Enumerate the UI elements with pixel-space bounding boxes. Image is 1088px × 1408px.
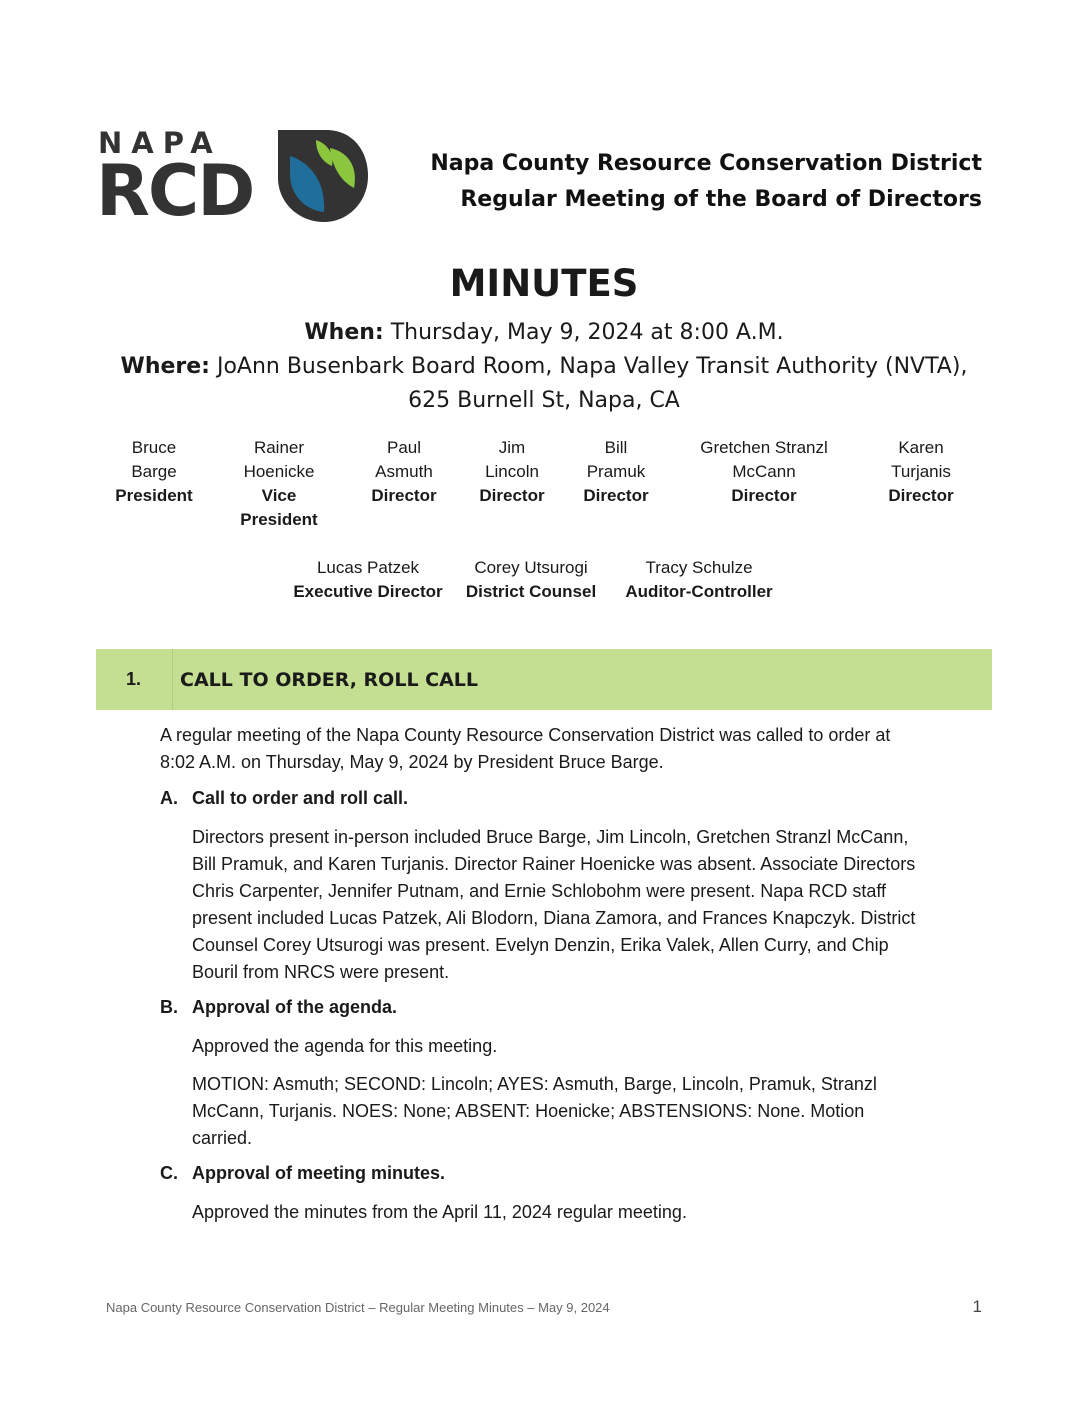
section-header (96, 649, 992, 710)
roll-call-paragraph (192, 824, 992, 986)
board-member (462, 436, 562, 508)
member-first-name: Paul (386, 438, 422, 457)
staff-role: District Counsel (465, 582, 597, 601)
text-line: carried. (192, 1128, 253, 1148)
staff-name: Tracy Schulze (645, 558, 753, 577)
text-line: present included Lucas Patzek, Ali Blodorn, Diana Zamora, and Frances Knapczyk. District (192, 908, 916, 928)
subsection-title: Approval of meeting minutes. (192, 1163, 446, 1183)
member-role: Director (371, 486, 437, 505)
staff-role: Executive Director (293, 582, 443, 601)
text-line: Approved the minutes from the April 11, 2024 regular meeting. (192, 1202, 687, 1222)
organization-header (430, 146, 982, 218)
intro-paragraph (160, 722, 990, 776)
staff-name: Lucas Patzek (316, 558, 420, 577)
member-role: Director (479, 486, 545, 505)
member-last-name: Hoenicke (243, 462, 315, 481)
member-role: Director (731, 486, 797, 505)
section-divider (172, 649, 173, 710)
page-footer: Napa County Resource Conservation District – Regular Meeting Minutes – May 9, 2024 (106, 1300, 610, 1315)
minutes-paragraph (192, 1199, 992, 1226)
member-role: Director (583, 486, 649, 505)
member-first-name: Karen (898, 438, 944, 457)
subsection-title: Approval of the agenda. (192, 997, 398, 1017)
text-line: Approved the agenda for this meeting. (192, 1036, 498, 1056)
board-member (682, 436, 846, 508)
when-line (0, 316, 1088, 350)
board-member (104, 436, 204, 508)
staff-name: Corey Utsurogi (474, 558, 588, 577)
subsection-letter: B. (160, 997, 178, 1017)
logo-napa-text: NAPA (98, 126, 222, 160)
staff-member (614, 556, 784, 604)
organization-name: Napa County Resource Conservation District (430, 151, 982, 176)
subsection-title: Call to order and roll call. (192, 788, 409, 808)
text-line: Bill Pramuk, and Karen Turjanis. Director Rainer Hoenicke was absent. Associate Directors (192, 854, 916, 874)
member-last-name: Asmuth (375, 462, 433, 481)
member-role-line2: President (240, 510, 318, 529)
logo-rcd-text: RCD (96, 150, 254, 232)
section-number: 1. (126, 669, 142, 689)
page-title: MINUTES (449, 262, 639, 305)
meeting-details (0, 316, 1088, 418)
member-role: President (115, 486, 193, 505)
member-last-name: Lincoln (485, 462, 539, 481)
subsection-letter: A. (160, 788, 178, 808)
member-last-name: Pramuk (586, 462, 646, 481)
text-line: A regular meeting of the Napa County Resource Conservation District was called to order at (160, 725, 891, 745)
board-member (226, 436, 332, 532)
where-address: 625 Burnell St, Napa, CA (408, 388, 680, 413)
napa-rcd-logo (96, 126, 371, 232)
text-line: Chris Carpenter, Jennifer Putnam, and Ernie Schlobohm were present. Napa RCD staff (192, 881, 887, 901)
section-heading: CALL TO ORDER, ROLL CALL (180, 669, 479, 691)
text-line: Directors present in-person included Bruce Barge, Jim Lincoln, Gretchen Stranzl McCann, (192, 827, 909, 847)
text-line: McCann, Turjanis. NOES: None; ABSENT: Hoenicke; ABSTENSIONS: None. Motion (192, 1101, 865, 1121)
board-member (566, 436, 666, 508)
member-role: Vice (261, 486, 297, 505)
text-line: Bouril from NRCS were present. (192, 962, 450, 982)
leaf-drop-icon (274, 126, 370, 226)
member-first-name: Rainer (253, 438, 305, 457)
member-last-name: McCann (732, 462, 796, 481)
board-member (354, 436, 454, 508)
member-first-name: Bruce (131, 438, 177, 457)
text-line: MOTION: Asmuth; SECOND: Lincoln; AYES: Asmuth, Barge, Lincoln, Pramuk, Stranzl (192, 1074, 877, 1094)
member-role: Director (888, 486, 954, 505)
member-first-name: Bill (604, 438, 628, 457)
text-line: 8:02 A.M. on Thursday, May 9, 2024 by President Bruce Barge. (160, 752, 664, 772)
subsection-letter: C. (160, 1163, 178, 1183)
when-value: Thursday, May 9, 2024 at 8:00 A.M. (383, 320, 784, 345)
where-line (0, 350, 1088, 384)
where-value: JoAnn Busenbark Board Room, Napa Valley Transit Authority (NVTA), (209, 354, 968, 379)
member-last-name: Barge (131, 462, 177, 481)
agenda-paragraph (192, 1033, 992, 1060)
staff-member (460, 556, 602, 604)
member-first-name: Gretchen Stranzl (700, 438, 828, 457)
text-line: Counsel Corey Utsurogi was present. Evelyn Denzin, Erika Valek, Allen Curry, and Chip (192, 935, 889, 955)
where-label: Where: (120, 354, 210, 379)
board-member (871, 436, 971, 508)
page-number: 1 (972, 1297, 982, 1316)
when-label: When: (304, 320, 384, 345)
staff-role: Auditor-Controller (625, 582, 773, 601)
motion-paragraph (192, 1071, 992, 1152)
member-first-name: Jim (498, 438, 526, 457)
meeting-type: Regular Meeting of the Board of Directors (460, 187, 982, 212)
member-last-name: Turjanis (891, 462, 951, 481)
staff-member (282, 556, 454, 604)
